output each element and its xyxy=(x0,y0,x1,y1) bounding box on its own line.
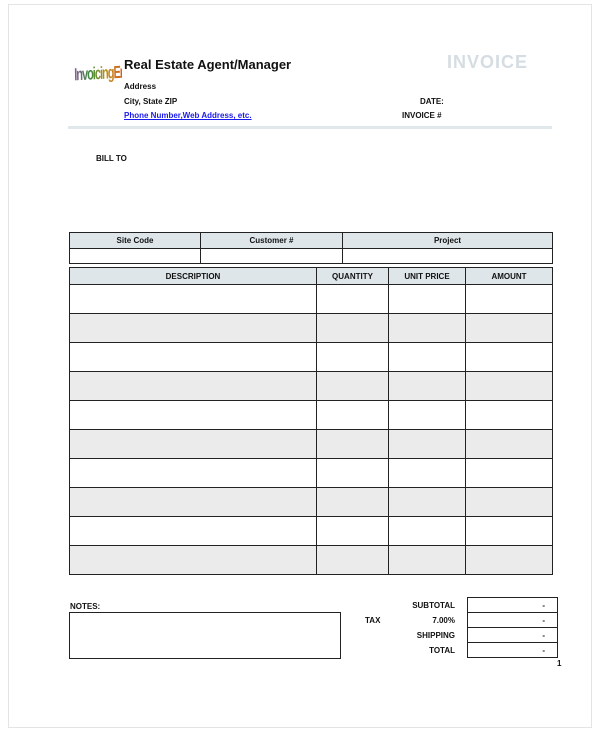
amount-cell[interactable] xyxy=(466,546,553,575)
site-code-header: Site Code xyxy=(70,233,201,249)
notes-field[interactable] xyxy=(69,612,341,659)
contact-link[interactable]: Phone Number,Web Address, etc. xyxy=(124,111,252,120)
notes-label: NOTES: xyxy=(70,602,101,611)
invoice-title: INVOICE xyxy=(447,52,529,72)
quantity-header: QUANTITY xyxy=(317,268,389,285)
description-cell[interactable] xyxy=(70,285,317,314)
description-cell[interactable] xyxy=(70,517,317,546)
unit-price-cell[interactable] xyxy=(389,488,466,517)
amount-cell[interactable] xyxy=(466,517,553,546)
header-divider xyxy=(68,126,552,129)
amount-cell[interactable] xyxy=(466,343,553,372)
unit-price-cell[interactable] xyxy=(389,401,466,430)
item-row xyxy=(70,430,553,459)
unit-price-cell[interactable] xyxy=(389,430,466,459)
project-cell[interactable] xyxy=(343,249,553,264)
item-row xyxy=(70,285,553,314)
unit-price-cell[interactable] xyxy=(389,314,466,343)
amount-cell[interactable] xyxy=(466,314,553,343)
description-cell[interactable] xyxy=(70,546,317,575)
customer-number-header: Customer # xyxy=(201,233,343,249)
invoice-number-label: INVOICE # xyxy=(402,111,442,120)
amount-cell[interactable] xyxy=(466,430,553,459)
item-row xyxy=(70,459,553,488)
city-state-zip: City, State ZIP xyxy=(124,97,178,106)
date-label: DATE: xyxy=(420,97,444,106)
description-header: DESCRIPTION xyxy=(70,268,317,285)
unit-price-cell[interactable] xyxy=(389,343,466,372)
description-cell[interactable] xyxy=(70,314,317,343)
items-table xyxy=(69,267,553,575)
quantity-cell[interactable] xyxy=(317,314,389,343)
total-label: TOTAL xyxy=(429,645,455,655)
tax-rate: 7.00% xyxy=(432,615,455,625)
unit-price-cell[interactable] xyxy=(389,517,466,546)
total-value: - xyxy=(468,643,558,658)
company-logo: InvoicingEmpire xyxy=(74,63,123,114)
company-name: Real Estate Agent/Manager xyxy=(124,57,292,72)
info-table xyxy=(69,232,553,264)
unit-price-cell[interactable] xyxy=(389,372,466,401)
subtotal-label: SUBTOTAL xyxy=(412,600,455,610)
shipping-label: SHIPPING xyxy=(416,630,455,640)
quantity-cell[interactable] xyxy=(317,430,389,459)
amount-cell[interactable] xyxy=(466,401,553,430)
quantity-cell[interactable] xyxy=(317,285,389,314)
address: Address xyxy=(124,82,157,91)
quantity-cell[interactable] xyxy=(317,372,389,401)
amount-header: AMOUNT xyxy=(466,268,553,285)
quantity-cell[interactable] xyxy=(317,546,389,575)
amount-cell[interactable] xyxy=(466,372,553,401)
totals-table xyxy=(375,597,558,658)
tax-value: - xyxy=(468,613,558,628)
description-cell[interactable] xyxy=(70,488,317,517)
customer-number-cell[interactable] xyxy=(201,249,343,264)
amount-cell[interactable] xyxy=(466,285,553,314)
item-row xyxy=(70,488,553,517)
quantity-cell[interactable] xyxy=(317,488,389,517)
unit-price-cell[interactable] xyxy=(389,546,466,575)
amount-cell[interactable] xyxy=(466,459,553,488)
quantity-cell[interactable] xyxy=(317,459,389,488)
item-row xyxy=(70,401,553,430)
description-cell[interactable] xyxy=(70,430,317,459)
project-header: Project xyxy=(343,233,553,249)
description-cell[interactable] xyxy=(70,401,317,430)
subtotal-value: - xyxy=(468,598,558,613)
page-number: 1 xyxy=(557,659,562,668)
quantity-cell[interactable] xyxy=(317,517,389,546)
description-cell[interactable] xyxy=(70,343,317,372)
description-cell[interactable] xyxy=(70,459,317,488)
site-code-cell[interactable] xyxy=(70,249,201,264)
unit-price-cell[interactable] xyxy=(389,459,466,488)
quantity-cell[interactable] xyxy=(317,401,389,430)
unit-price-header: UNIT PRICE xyxy=(389,268,466,285)
quantity-cell[interactable] xyxy=(317,343,389,372)
amount-cell[interactable] xyxy=(466,488,553,517)
tax-label: TAX xyxy=(365,616,381,625)
unit-price-cell[interactable] xyxy=(389,285,466,314)
shipping-value[interactable]: - xyxy=(468,628,558,643)
bill-to-label: BILL TO xyxy=(96,154,127,163)
item-row xyxy=(70,517,553,546)
item-row xyxy=(70,372,553,401)
item-row xyxy=(70,314,553,343)
item-row xyxy=(70,343,553,372)
description-cell[interactable] xyxy=(70,372,317,401)
item-row xyxy=(70,546,553,575)
